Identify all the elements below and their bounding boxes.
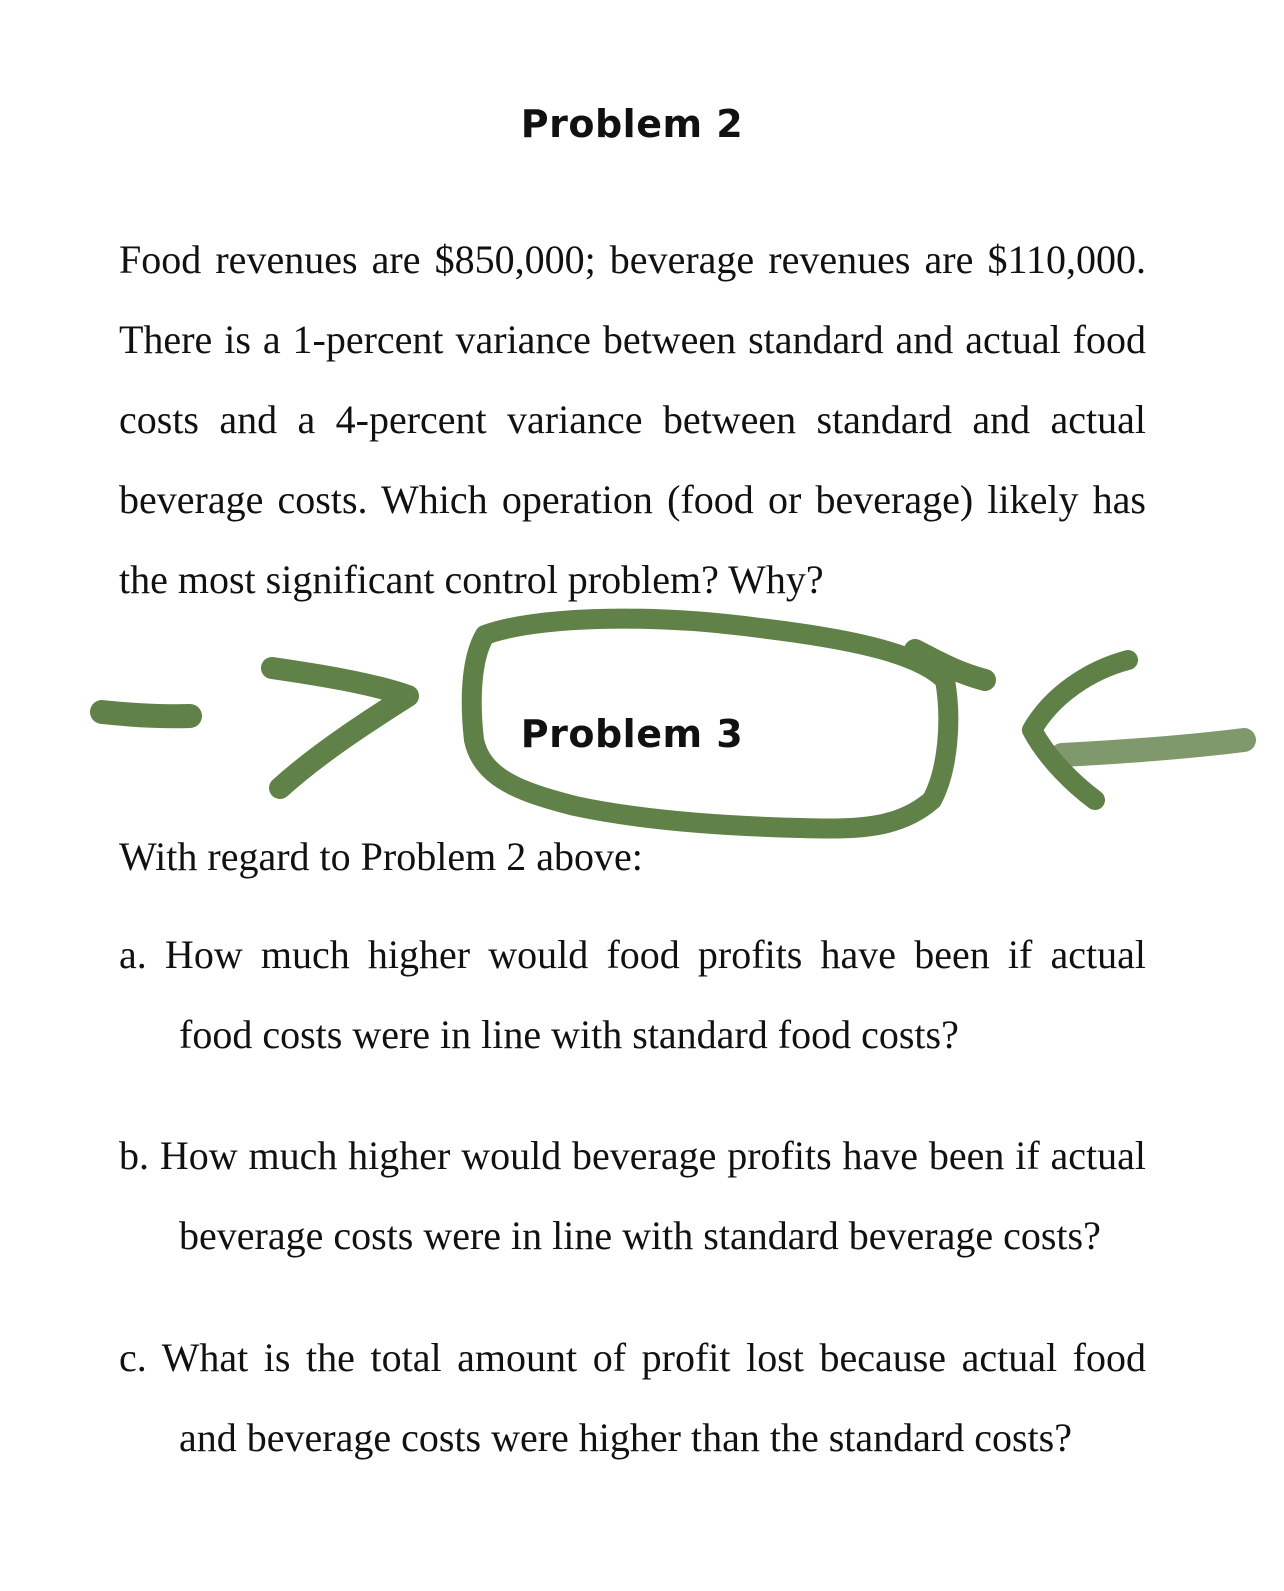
- question-c: c. What is the total amount of profit lost because actual food and beverage costs were higher than the standard costs?: [119, 1335, 1146, 1460]
- question-a: a. How much higher would food profits have been if actual food costs were in line with standard food costs?: [119, 932, 1146, 1057]
- problem-3-intro: With regard to Problem 2 above:: [119, 834, 643, 879]
- question-b: b. How much higher would beverage profits have been if actual beverage costs were in line with standard beverage costs?: [119, 1133, 1146, 1258]
- problem-2-paragraph: Food revenues are $850,000; beverage revenues are $110,000. There is a 1-percent variance between standard and actual food costs and a 4-percent variance between standard and actual beverage costs. Which operation (food or beverage) likely has the most significant control problem? Why?: [119, 237, 1146, 602]
- problem-3-title: Problem 3: [520, 712, 744, 756]
- problem-2-title: Problem 2: [520, 102, 744, 146]
- circle-tail-stroke: [915, 650, 985, 680]
